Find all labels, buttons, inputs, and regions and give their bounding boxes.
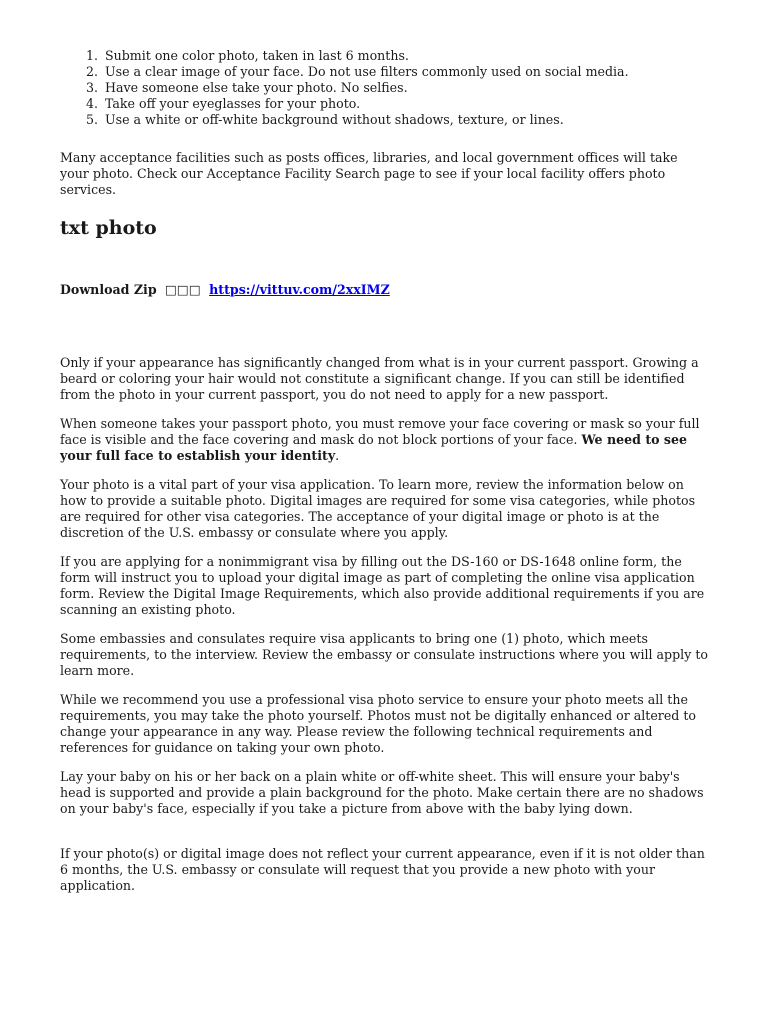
- requirements-list: [60, 48, 710, 128]
- document-page: [60, 48, 710, 894]
- list-item: 4. Take off your eyeglasses for your photo.: [102, 96, 710, 112]
- list-item: 2. Use a clear image of your face. Do not use filters commonly used on social media.: [102, 64, 710, 80]
- download-line: [60, 282, 710, 298]
- list-item: 5. Use a white or off-white background without shadows, texture, or lines.: [102, 112, 710, 128]
- appearance-paragraph: Only if your appearance has significantly changed from what is in your current passport. Growing a beard or coloring your hair would not constitute a significant change. If you can still be identified from the photo in your current passport, you do not need to apply for a new passport.: [60, 355, 699, 402]
- list-item: 1. Submit one color photo, taken in last 6 months.: [102, 48, 710, 64]
- reflect-paragraph: If your photo(s) or digital image does not reflect your current appearance, even if it is not older than 6 months, the U.S. embassy or consulate will request that you provide a new photo with your application.: [60, 846, 705, 893]
- placeholder-glyphs: □□□: [165, 282, 201, 297]
- professional-paragraph: While we recommend you use a professional visa photo service to ensure your photo meets all the requirements, you may take the photo yourself. Photos must not be digitally enhanced or altered to change your appearance in any way. Please review the following technical requirements and references for guidance on taking your own photo.: [60, 692, 696, 755]
- page-title: txt photo: [60, 217, 157, 239]
- nonimmigrant-paragraph: If you are applying for a nonimmigrant visa by filling out the DS-160 or DS-1648 online form, the form will instruct you to upload your digital image as part of completing the online visa application form. Review the Digital Image Requirements, which also provide additional requirements if you are scanning an existing photo.: [60, 554, 705, 617]
- mask-end: .: [335, 448, 340, 463]
- visa-paragraph: Your photo is a vital part of your visa application. To learn more, review the information below on how to provide a suitable photo. Digital images are required for some visa categories, while photos are required for other visa categories. The acceptance of your digital image or photo is at the discretion of the U.S. embassy or consulate where you apply.: [60, 477, 696, 540]
- download-label: Download Zip: [60, 282, 157, 297]
- download-link[interactable]: https://vittuv.com/2xxIMZ: [209, 282, 390, 297]
- intro-paragraph: Many acceptance facilities such as posts offices, libraries, and local government offices will take your photo. Check our Acceptance Facility Search page to see if your local facility offers photo services.: [60, 150, 678, 197]
- mask-bold-text: We need to see your full face to establish your identity: [60, 432, 688, 463]
- list-item: 3. Have someone else take your photo. No selfies.: [102, 80, 710, 96]
- baby-paragraph: Lay your baby on his or her back on a plain white or off-white sheet. This will ensure your baby's head is supported and provide a plain background for the photo. Make certain there are no shadows on your baby's face, especially if you take a picture from above with the baby lying down.: [60, 769, 704, 816]
- mask-text: When someone takes your passport photo, you must remove your face covering or mask so your full face is visible and the face covering and mask do not block portions of your face.: [60, 416, 700, 447]
- embassies-paragraph: Some embassies and consulates require visa applicants to bring one (1) photo, which meets requirements, to the interview. Review the embassy or consulate instructions where you will apply to learn more.: [60, 631, 708, 678]
- mask-paragraph: [60, 416, 710, 464]
